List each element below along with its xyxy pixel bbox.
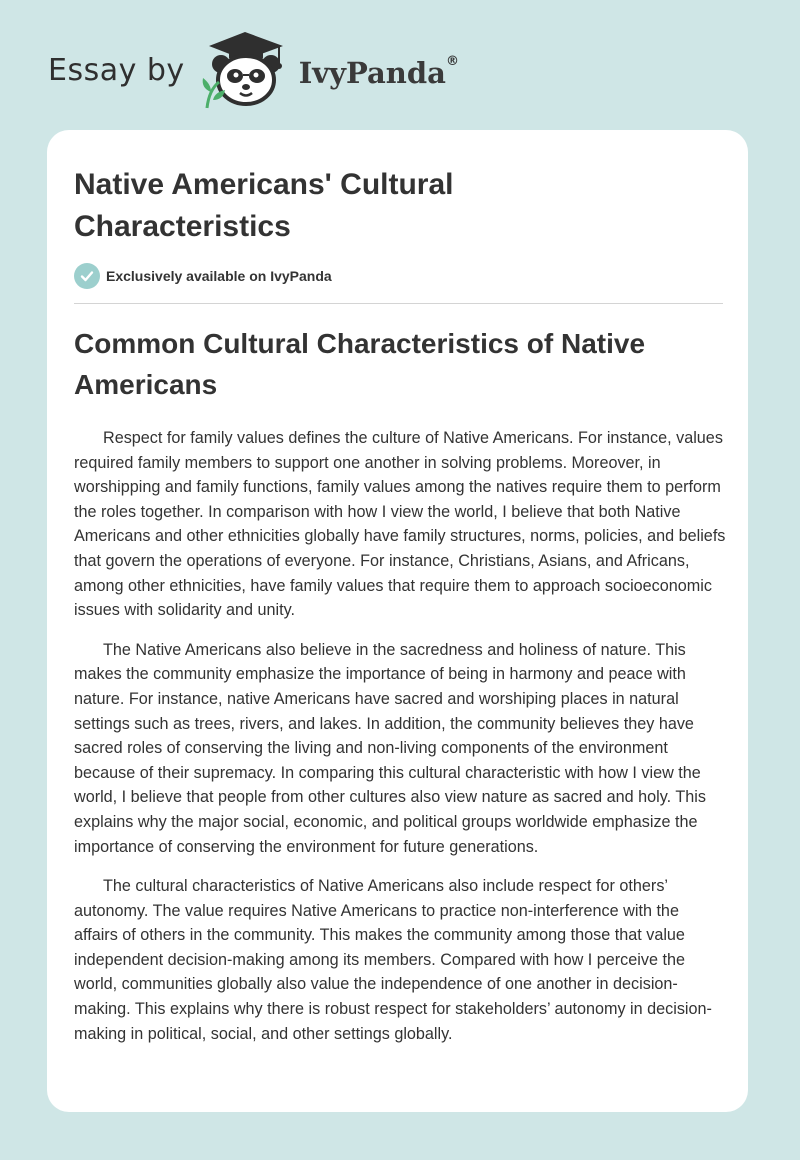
essay-body [74,426,726,1061]
exclusive-badge [74,263,332,289]
brand-name: IvyPanda® [298,54,459,90]
paragraph: The cultural characteristics of Native Americans also include respect for others’ autonomy. The value requires Native Americans to practice non-interference with the affairs of others in the community. This makes the community among those that value independent decision-making among its members. Compared with how I perceive the world, communities globally also value the independence of one another in decision-making. This explains why there is robust respect for stakeholders’ autonomy in decision-making in political, social, and other settings globally. [74,877,712,1043]
divider [74,303,723,304]
site-header [48,30,459,110]
section-title: Common Cultural Characteristics of Native Americans [74,328,646,400]
essay-by-label: Essay by [48,52,185,88]
paragraph: Respect for family values defines the culture of Native Americans. For instance, values required family members to support one another in solving problems. Moreover, in worshipping and family functions, family values among the natives require them to perform the roles together. In comparison with how I view the world, I believe that both Native Americans and other ethnicities globally have family structures, norms, policies, and beliefs that govern the operations of everyone. For instance, Christians, Asians, and Africans, among other ethnicities, have family values that require them to approach socioeconomic issues with solidarity and unity. [74,429,726,620]
panda-graduate-icon [199,30,295,110]
document-title: Native Americans' Cultural Characteristics [74,168,454,243]
paragraph: The Native Americans also believe in the sacredness and holiness of nature. This makes the community emphasize the importance of being in harmony and peace with nature. For instance, native Americans have sacred and worshiping places in natural settings such as trees, rivers, and lakes. In addition, the community believes they have sacred roles of conserving the living and non-living components of the environment because of their supremacy. In comparing this cultural characteristic with how I view the world, I believe that people from other cultures also view nature as sacred and holy. This explains why the major social, economic, and political groups worldwide emphasize the importance of conserving the environment for future generations. [74,640,706,856]
check-circle-icon [74,263,100,289]
essay-card [47,130,748,1112]
badge-label: Exclusively available on IvyPanda [106,268,332,284]
